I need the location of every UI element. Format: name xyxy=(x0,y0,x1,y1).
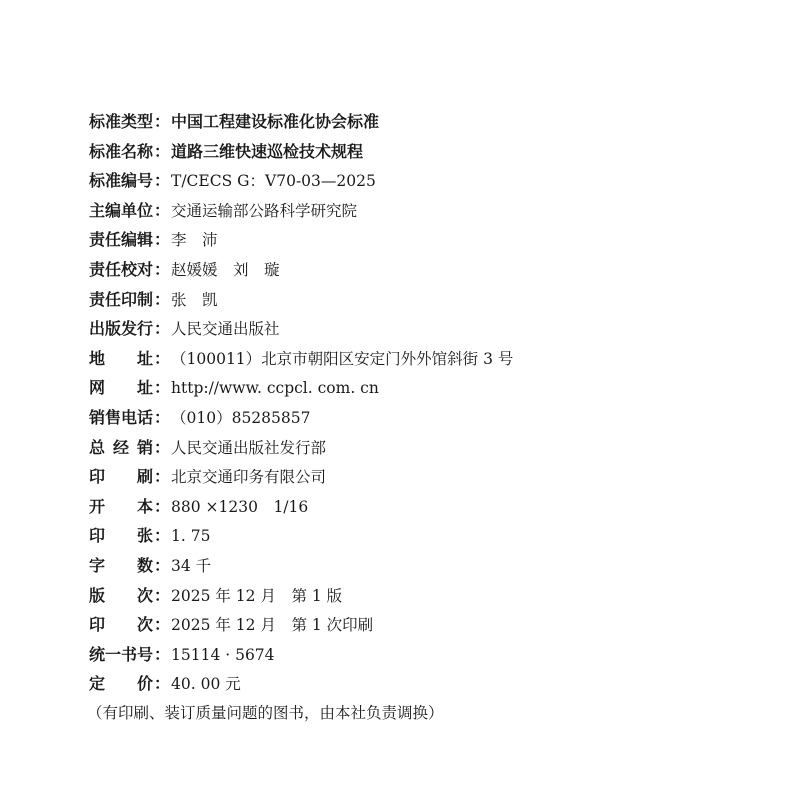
colon: ： xyxy=(153,112,170,131)
label-char: 次 xyxy=(136,585,153,605)
colon: ： xyxy=(153,141,170,161)
label-char: 责 xyxy=(89,259,106,279)
colon: ： xyxy=(153,674,170,694)
label-char: 标 xyxy=(89,171,106,191)
label-char: 经 xyxy=(112,437,129,457)
label-char: 准 xyxy=(105,112,122,131)
label-char: 编 xyxy=(121,230,138,250)
label-char: 校 xyxy=(121,259,138,279)
row-print-supervisor xyxy=(89,285,513,315)
label-char: 地 xyxy=(89,348,106,368)
colon: ： xyxy=(153,259,170,279)
value-website: http://www. ccpcl. com. cn xyxy=(171,379,379,398)
colon: ： xyxy=(153,200,170,220)
colon: ： xyxy=(153,526,170,546)
row-edition xyxy=(89,581,513,611)
value-impression: 2025 年 12 月 第 1 次印刷 xyxy=(171,616,374,635)
value-standard-name: 道路三维快速巡检技术规程 xyxy=(171,141,364,161)
row-standard-number xyxy=(89,166,513,196)
label-print-supervisor xyxy=(89,285,153,315)
label-char: 总 xyxy=(89,437,106,457)
row-impression xyxy=(89,610,513,640)
value-word-count: 34 千 xyxy=(171,556,212,575)
label-char: 版 xyxy=(105,319,122,339)
quality-note: （有印刷、装订质量问题的图书，由本社负责调换） xyxy=(87,703,444,722)
row-printed-sheets xyxy=(89,521,513,551)
label-general-distributor xyxy=(89,433,153,463)
label-char: 印 xyxy=(89,526,106,546)
value-publisher: 人民交通出版社 xyxy=(171,320,280,339)
label-char: 书 xyxy=(121,644,138,664)
value-format: 880 ×1230 1/16 xyxy=(171,497,309,516)
row-address xyxy=(89,344,513,374)
label-char: 刷 xyxy=(136,467,153,487)
label-standard-name xyxy=(89,137,153,167)
label-char: 定 xyxy=(89,674,106,694)
colon: ： xyxy=(153,319,170,339)
row-book-number xyxy=(89,640,513,670)
label-char: 印 xyxy=(89,615,106,635)
colon: ： xyxy=(153,230,170,250)
label-char: 编 xyxy=(121,171,138,191)
colophon-list xyxy=(89,107,513,728)
colon: ： xyxy=(153,615,170,635)
label-char: 类 xyxy=(121,112,138,131)
label-char: 址 xyxy=(136,348,153,368)
row-website xyxy=(89,373,513,403)
row-sales-phone xyxy=(89,403,513,433)
label-address xyxy=(89,344,153,374)
label-char: 制 xyxy=(137,289,154,309)
label-responsible-editor xyxy=(89,225,153,255)
label-char: 印 xyxy=(89,467,106,487)
label-char: 话 xyxy=(137,407,154,427)
label-char: 数 xyxy=(136,555,153,575)
row-word-count xyxy=(89,551,513,581)
colon: ： xyxy=(153,437,170,457)
label-char: 准 xyxy=(105,141,122,161)
colon: ： xyxy=(153,467,170,487)
value-standard-type: 中国工程建设标准化协会标准 xyxy=(171,112,380,131)
colon: ： xyxy=(153,496,170,516)
value-book-number: 15114 · 5674 xyxy=(171,645,275,664)
label-char: 编 xyxy=(105,200,122,220)
value-edition: 2025 年 12 月 第 1 版 xyxy=(171,586,343,605)
colon: ： xyxy=(153,289,170,309)
label-format xyxy=(89,492,153,522)
value-proofreader: 赵媛媛 刘 璇 xyxy=(171,260,280,279)
label-char: 开 xyxy=(89,496,106,516)
label-book-number xyxy=(89,640,153,670)
label-char: 行 xyxy=(137,319,154,339)
label-char: 号 xyxy=(137,644,154,664)
colon: ： xyxy=(153,171,170,191)
row-price xyxy=(89,669,513,699)
label-char: 单 xyxy=(121,200,138,220)
label-char: 位 xyxy=(137,200,154,220)
row-responsible-editor xyxy=(89,225,513,255)
row-printer xyxy=(89,462,513,492)
label-standard-type xyxy=(89,107,153,137)
label-char: 称 xyxy=(137,141,154,161)
value-printed-sheets: 1. 75 xyxy=(171,527,211,546)
value-standard-number: T/CECS G：V70-03—2025 xyxy=(171,172,376,191)
label-char: 版 xyxy=(89,585,106,605)
colon: ： xyxy=(153,348,170,368)
label-char: 号 xyxy=(137,171,154,191)
value-general-distributor: 人民交通出版社发行部 xyxy=(171,438,327,457)
value-print-supervisor: 张 凯 xyxy=(171,290,218,309)
label-char: 任 xyxy=(105,289,122,309)
row-chief-editor-unit xyxy=(89,196,513,226)
value-responsible-editor: 李 沛 xyxy=(171,231,218,250)
label-char: 辑 xyxy=(137,230,154,250)
label-char: 址 xyxy=(136,378,153,398)
label-char: 字 xyxy=(89,555,106,575)
row-publisher xyxy=(89,314,513,344)
label-char: 一 xyxy=(105,644,122,664)
label-char: 电 xyxy=(121,407,138,427)
label-char: 印 xyxy=(121,289,138,309)
label-char: 发 xyxy=(121,319,138,339)
label-char: 主 xyxy=(89,200,106,220)
value-chief-editor-unit: 交通运输部公路科学研究院 xyxy=(171,201,358,220)
label-char: 对 xyxy=(137,259,154,279)
label-price xyxy=(89,669,153,699)
label-char: 销 xyxy=(89,407,106,427)
label-word-count xyxy=(89,551,153,581)
value-price: 40. 00 元 xyxy=(171,675,241,694)
value-address: （100011）北京市朝阳区安定门外外馆斜街 3 号 xyxy=(171,349,514,368)
label-char: 名 xyxy=(121,141,138,161)
row-standard-type xyxy=(89,107,513,137)
label-char: 次 xyxy=(136,615,153,635)
colon: ： xyxy=(153,644,170,664)
label-char: 责 xyxy=(89,289,106,309)
row-standard-name xyxy=(89,137,513,167)
colon: ： xyxy=(153,407,170,427)
label-char: 销 xyxy=(136,437,153,457)
label-char: 统 xyxy=(89,644,106,664)
label-standard-number xyxy=(89,166,153,196)
label-printed-sheets xyxy=(89,521,153,551)
label-chief-editor-unit xyxy=(89,196,153,226)
colon: ： xyxy=(153,378,170,398)
label-publisher xyxy=(89,314,153,344)
label-char: 型 xyxy=(137,112,154,131)
label-char: 标 xyxy=(89,112,106,131)
label-char: 任 xyxy=(105,230,122,250)
colon: ： xyxy=(153,555,170,575)
label-sales-phone xyxy=(89,403,153,433)
label-char: 标 xyxy=(89,141,106,161)
label-char: 张 xyxy=(136,526,153,546)
label-char: 任 xyxy=(105,259,122,279)
value-sales-phone: （010）85285857 xyxy=(171,408,311,427)
row-general-distributor xyxy=(89,433,513,463)
label-char: 准 xyxy=(105,171,122,191)
label-edition xyxy=(89,581,153,611)
label-char: 网 xyxy=(89,378,106,398)
value-printer: 北京交通印务有限公司 xyxy=(171,468,327,487)
label-website xyxy=(89,373,153,403)
label-impression xyxy=(89,610,153,640)
label-char: 本 xyxy=(136,496,153,516)
label-char: 出 xyxy=(89,319,106,339)
row-format xyxy=(89,492,513,522)
label-char: 售 xyxy=(105,407,122,427)
label-char: 责 xyxy=(89,230,106,250)
label-proofreader xyxy=(89,255,153,285)
label-printer xyxy=(89,462,153,492)
colon: ： xyxy=(153,585,170,605)
row-proofreader xyxy=(89,255,513,285)
label-char: 价 xyxy=(136,674,153,694)
